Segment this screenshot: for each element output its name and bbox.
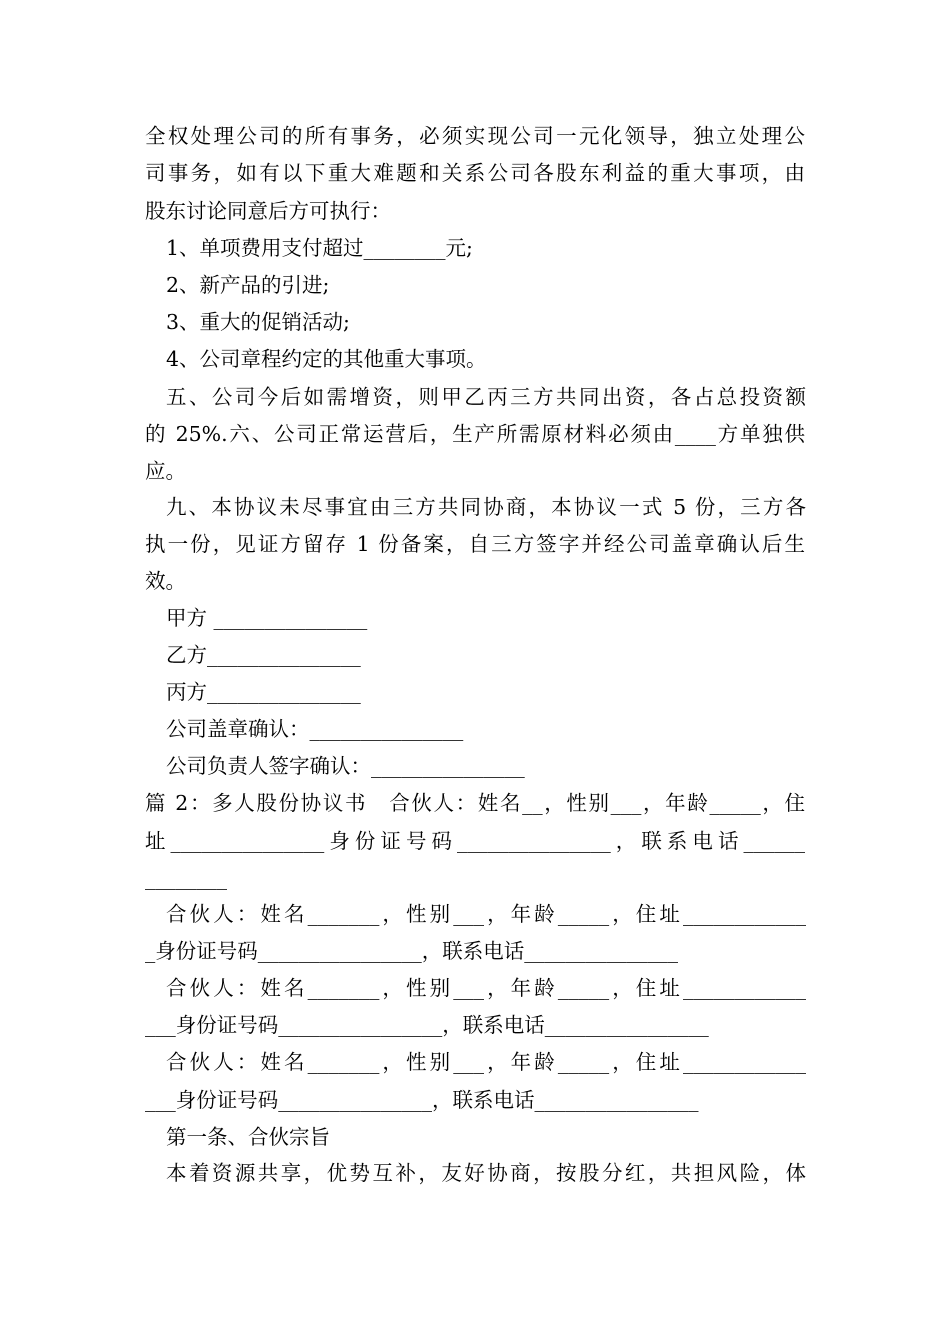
manager-signature-line: 公司负责人签字确认：_______________: [166, 754, 525, 778]
section-heading: 篇 2：多人股份协议书 合伙人：姓名__，性别___，年龄_____，住: [145, 791, 805, 815]
signature-line-party-a: 甲方 _______________: [166, 606, 368, 630]
list-item: 2、新产品的引进;: [166, 273, 330, 297]
list-item: 1、单项费用支付超过________元;: [166, 236, 473, 260]
partner-line: 合伙人：姓名_______，性别___，年龄_____，住址____________: [166, 902, 806, 926]
text-line: ________: [145, 866, 227, 890]
signature-line-party-c: 丙方_______________: [166, 680, 361, 704]
text-line: 司事务，如有以下重大难题和关系公司各股东利益的重大事项，由: [145, 161, 805, 185]
text-line: 股东讨论同意后方可执行：: [145, 199, 391, 223]
text-line: 执一份，见证方留存 1 份备案，自三方签字并经公司盖章确认后生: [145, 532, 805, 556]
text-line: ___身份证号码_______________，联系电话________________: [145, 1088, 699, 1112]
partner-line: 合伙人：姓名_______，性别___，年龄_____，住址____________: [166, 1050, 806, 1074]
list-item: 3、重大的促销活动;: [166, 310, 350, 334]
company-seal-line: 公司盖章确认：_______________: [166, 717, 464, 741]
article-heading: 第一条、合伙宗旨: [166, 1125, 330, 1149]
text-line: 全权处理公司的所有事务，必须实现公司一元化领导，独立处理公: [145, 124, 805, 148]
text-line: 址_______________身份证号码_______________，联系电话______: [145, 829, 805, 853]
text-line: 五、公司今后如需增资，则甲乙丙三方共同出资，各占总投资额: [166, 385, 806, 409]
text-line: 效。: [145, 569, 186, 593]
text-line: ___身份证号码________________，联系电话________________: [145, 1013, 709, 1037]
text-line: 九、本协议未尽事宜由三方共同协商，本协议一式 5 份，三方各: [166, 495, 806, 519]
text-line: 本着资源共享，优势互补，友好协商，按股分红，共担风险，体: [166, 1161, 806, 1185]
text-line: _身份证号码________________，联系电话_______________: [145, 939, 678, 963]
text-line: 应。: [145, 459, 186, 483]
signature-line-party-b: 乙方_______________: [166, 643, 361, 667]
text-line: 的 25%.六、公司正常运营后，生产所需原材料必须由____方单独供: [145, 422, 805, 446]
partner-line: 合伙人：姓名_______，性别___，年龄_____，住址____________: [166, 976, 806, 1000]
list-item: 4、公司章程约定的其他重大事项。: [166, 347, 487, 371]
